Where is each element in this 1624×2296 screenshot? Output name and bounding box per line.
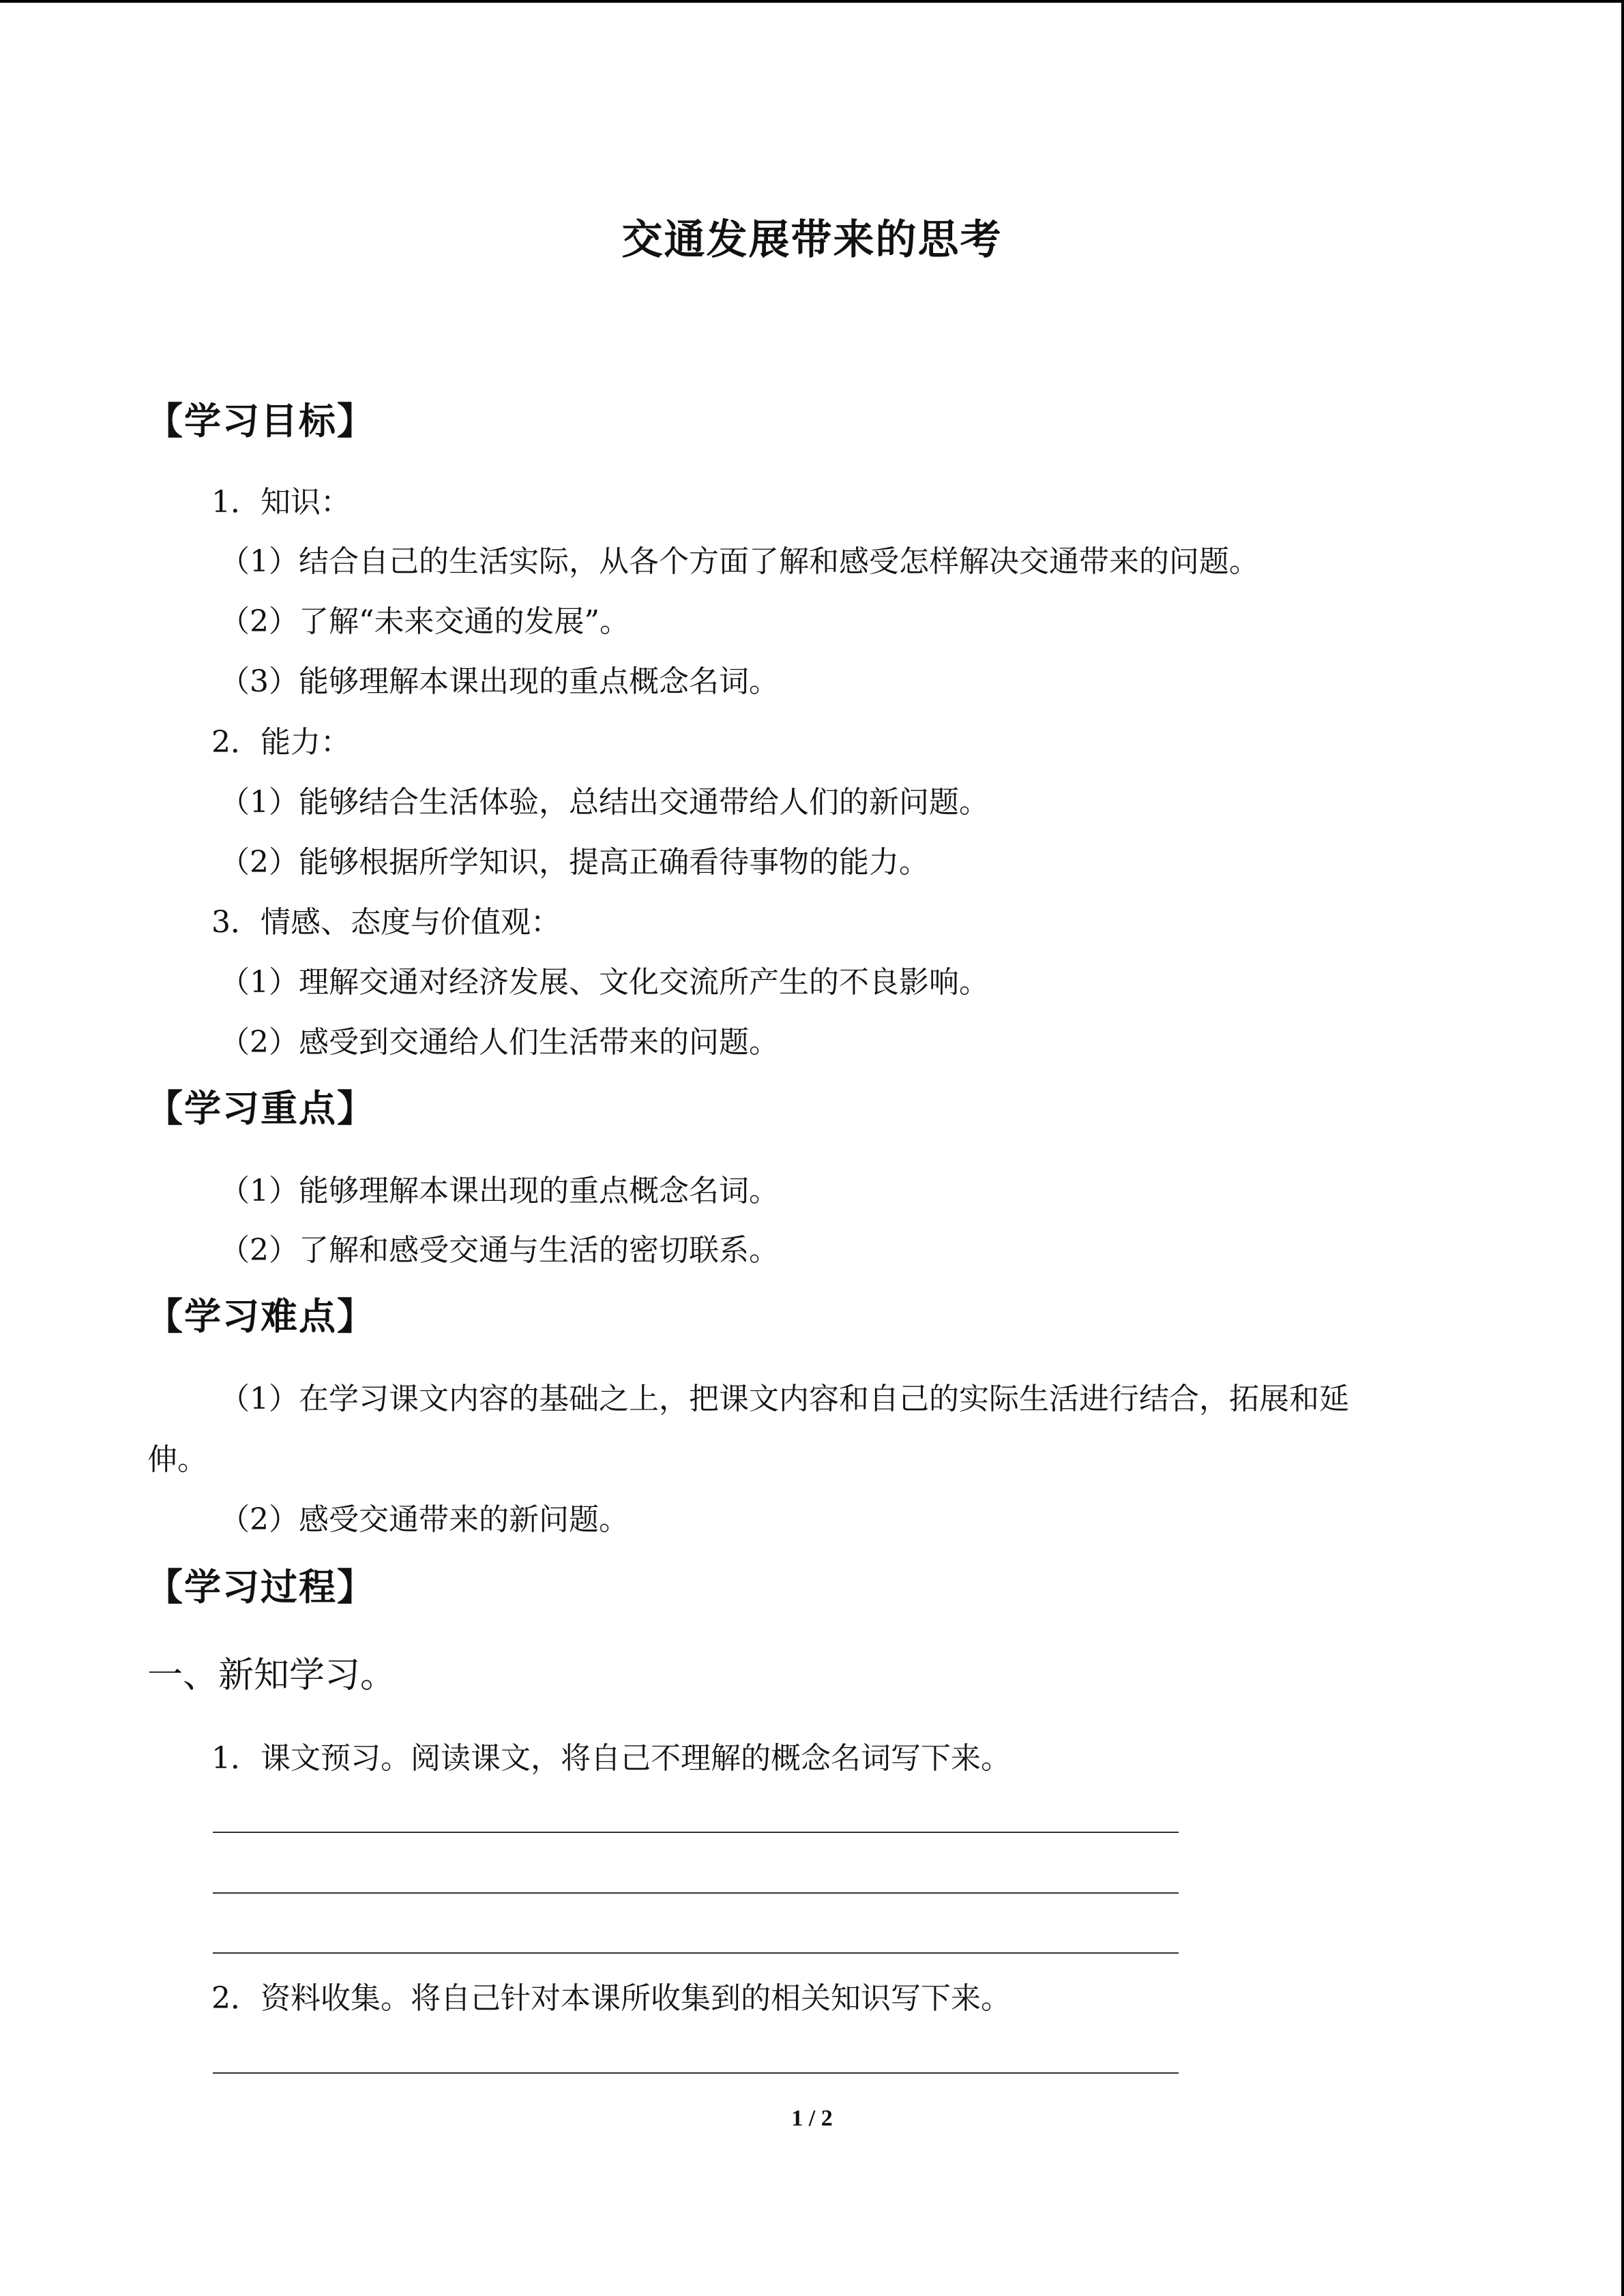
process-heading: 【学习过程】: [146, 1565, 375, 1609]
values-label: 3．情感、态度与价值观：: [211, 905, 561, 940]
difficulty-item-line2: 伸。: [147, 1442, 207, 1477]
page-number: 1 / 2: [791, 2106, 833, 2131]
difficulties-heading: 【学习难点】: [146, 1294, 375, 1338]
knowledge-item: （1）结合自己的生活实际，从各个方面了解和感受怎样解决交通带来的问题。: [220, 544, 1259, 579]
document-title: 交通发展带来的思考: [621, 216, 1003, 264]
key-points-heading: 【学习重点】: [146, 1086, 375, 1130]
knowledge-item: （2）了解“未来交通的发展”。: [220, 604, 630, 639]
difficulty-item-line1: （1）在学习课文内容的基础之上，把课文内容和自己的实际生活进行结合，拓展和延: [220, 1382, 1349, 1416]
values-item: （1）理解交通对经济发展、文化交流所产生的不良影响。: [220, 965, 989, 1000]
answer-line[interactable]: [213, 1832, 1179, 1833]
values-item: （2）感受到交通给人们生活带来的问题。: [220, 1025, 779, 1060]
ability-item: （1）能够结合生活体验，总结出交通带给人们的新问题。: [220, 785, 989, 820]
part1-title: 一、新知学习。: [147, 1655, 396, 1696]
objectives-heading: 【学习目标】: [146, 399, 375, 443]
ability-item: （2）能够根据所学知识，提高正确看待事物的能力。: [220, 845, 929, 880]
answer-line[interactable]: [213, 1892, 1179, 1894]
key-point-item: （1）能够理解本课出现的重点概念名词。: [220, 1174, 779, 1208]
task2-text: 2．资料收集。将自己针对本课所收集到的相关知识写下来。: [211, 1981, 1011, 2016]
answer-line[interactable]: [213, 2072, 1179, 2074]
knowledge-item: （3）能够理解本课出现的重点概念名词。: [220, 664, 779, 699]
task1-text: 1．课文预习。阅读课文，将自己不理解的概念名词写下来。: [211, 1741, 1011, 1776]
knowledge-label: 1．知识：: [211, 485, 351, 520]
right-border-rule: [1621, 0, 1624, 2296]
key-point-item: （2）了解和感受交通与生活的密切联系。: [220, 1233, 779, 1268]
answer-line[interactable]: [213, 1952, 1179, 1954]
ability-label: 2．能力：: [211, 725, 351, 760]
top-border-rule: [0, 0, 1624, 3]
difficulty-item: （2）感受交通带来的新问题。: [220, 1502, 629, 1537]
